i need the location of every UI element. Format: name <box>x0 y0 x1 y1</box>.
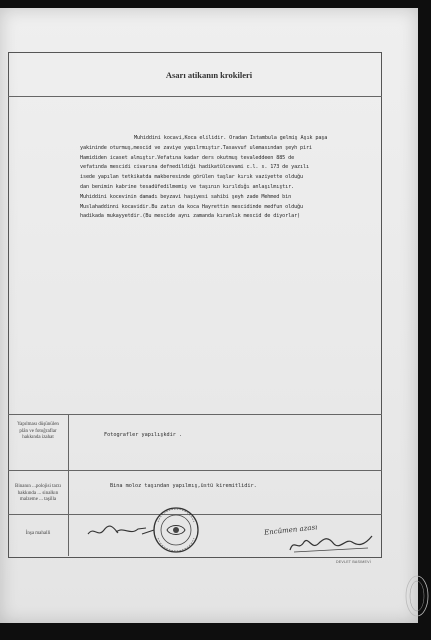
document-page <box>0 8 418 623</box>
body-line: vefatında mescidi civarına defnedildiği hadikatülcevami c.l. s. 173 de yazılı <box>80 164 309 171</box>
archive-stamp <box>404 574 430 618</box>
signature-left <box>86 520 156 542</box>
row-value-plans: Fotografler yapılışkdir . <box>104 432 183 438</box>
body-line: Muslahaddinni kocavidir.Bu zatın da koca Hayrettin mescidinde medfun olduğu <box>80 203 303 210</box>
printer-footer: DEVLET BASIMEVİ <box>336 560 371 564</box>
official-seal <box>150 504 202 556</box>
body-line: dan benimin kabrine tesadüfedilmemiş ve taşının kırıldığı anlaşılmıştır. <box>80 183 295 190</box>
signature-caption: Encümen azası <box>263 523 318 537</box>
table-rule <box>8 414 382 415</box>
row-label-plans: Yapılması düşünülen plân ve fotoğraflar hakkında izahat <box>17 422 59 441</box>
table-rule <box>8 470 382 471</box>
row-label-building: Binanın ...polojisi tarzı hakkında ... sinalkın malzeme ... taşilla <box>15 484 61 503</box>
row-label-location: İnşa mahalli <box>25 531 51 536</box>
title-divider <box>8 96 382 97</box>
table-column-rule <box>68 414 69 556</box>
body-line: hadikada mukayyetdir.(Bu mescide aynı zamanda kıranlık mescid de diyorlar) <box>80 213 301 220</box>
body-line: isede yapılan tetkikatda makberesinde görülen taşlar kırık vaziyette olduğu <box>80 174 303 181</box>
body-text <box>80 134 380 222</box>
form-title: Asarı atikanın krokileri <box>165 70 253 80</box>
body-line: Muhiddini kocavi,Koca elilidir. Oradan Istambula gelmiş Aşık paşa <box>134 135 328 141</box>
row-value-building: Bina moloz taşından yapılmış,üstü kiremitlidir. <box>110 483 257 489</box>
body-line: yakininde oturmuş,mescid ve zaviye yapılrmıştır.Tasavvuf ulemasından şeyh piri <box>80 144 312 151</box>
signature-right <box>288 530 374 556</box>
body-line: Muhiddini kocevinin damadı beyzavi haşiyesi sahibi şeyh zade Mehmed bin <box>80 193 292 200</box>
body-line: Hamididen icaset almıştır.Vefatına kadar ders okutmuş tevaleddeen 885 de <box>80 154 295 161</box>
